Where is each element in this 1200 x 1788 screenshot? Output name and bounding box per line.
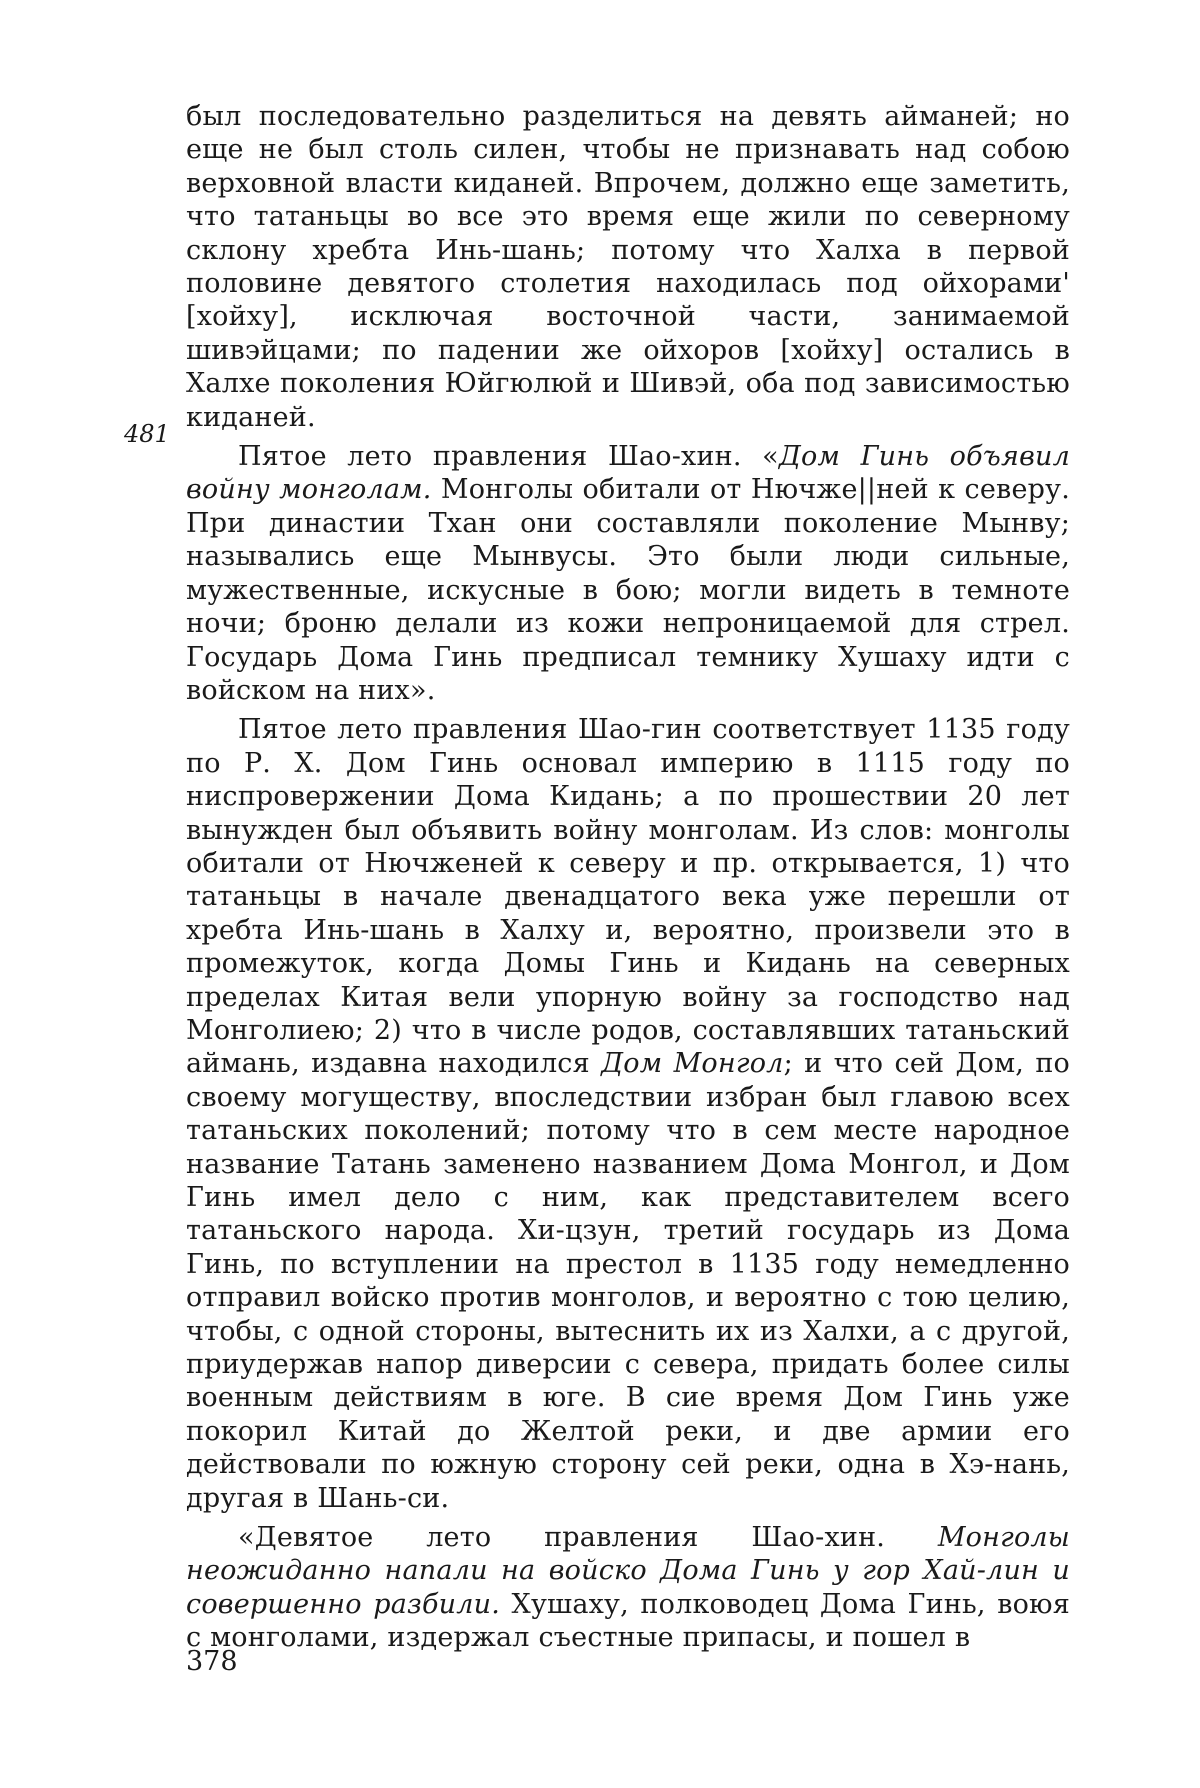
paragraph-2 bbox=[186, 440, 1070, 707]
paragraph-4 bbox=[186, 1521, 1070, 1655]
paragraph-3-run-2-italic: Дом Монгол bbox=[601, 1048, 784, 1080]
page-number: 378 bbox=[186, 1646, 238, 1677]
paragraph-1-run-1: был последовательно разделиться на девять айманей; но еще не был столь силен, чтобы не признавать над собою верховной власти киданей. Впрочем, должно еще заметить, что татаньцы во все это время еще жили по северному склону хребта Инь-шань; потому что Халха в первой половине девятого столетия находилась под ойхорами' [хойху], исключая восточной части, занимаемой шивэйцами; по падении же ойхоров [хойху] остались в Халхе поколения Юйгюлюй и Шивэй, оба под зависимостью киданей. bbox=[186, 101, 1070, 433]
text-column bbox=[186, 100, 1070, 1661]
margin-note-number: 481 bbox=[124, 420, 170, 448]
paragraph-3-run-3: ; и что сей Дом, по своему могуществу, впоследствии избран был главою всех татаньских поколений; потому что в сем месте народное название Татань заменено названием Дома Монгол, и Дом Гинь имел дело с ним, как представителем всего татаньского народа. Хи-цзун, третий государь из Дома Гинь, по вступлении на престол в 1135 году немедленно отправил войско против монголов, и вероятно с тою целию, чтобы, с одной стороны, вытеснить их из Халхи, а с другой, приудержав напор диверсии с севера, придать более силы военным действиям в юге. В сие время Дом Гинь уже покорил Китай до Желтой реки, и две армии его действовали по южную сторону сей реки, одна в Хэ-нань, другая в Шань-си. bbox=[186, 1048, 1071, 1514]
paragraph-2-run-1: Пятое лето правления Шао-хин. « bbox=[238, 441, 779, 473]
paragraph-3-run-1: Пятое лето правления Шао-гин соответствует 1135 году по Р. Х. Дом Гинь основал империю в 1115 году по ниспровержении Дома Кидань; а по прошествии 20 лет вынужден был объявить войну монголам. Из слов: монголы обитали от Нючженей к северу и пр. открывается, 1) что татаньцы в начале двенадцатого века уже перешли от хребта Инь-шань в Халху и, вероятно, произвели это в промежуток, когда Домы Гинь и Кидань на северных пределах Китая вели упорную войну за господство над Монголиею; 2) что в числе родов, составлявших татаньский аймань, издавна находился bbox=[186, 714, 1070, 1080]
paragraph-3 bbox=[186, 713, 1070, 1515]
paragraph-4-run-3: Хушаху, полководец Дома Гинь, воюя с монголами, издержал съестные припасы, и пошел в bbox=[186, 1588, 1070, 1654]
paragraph-1 bbox=[186, 100, 1070, 434]
paragraph-4-run-2-italic: Монголы неожиданно напали на войско Дома Гинь у гор Хай-лин и совершенно разбили. bbox=[186, 1522, 1070, 1620]
paragraph-4-run-1: «Девятое лето правления Шао-хин. bbox=[238, 1522, 938, 1554]
paragraph-2-run-3: Монголы обитали от Нючже||ней к северу. При династии Тхан они составляли поколение Мынву; назывались еще Мынвусы. Это были люди сильные, мужественные, искусные в бою; могли видеть в темноте ночи; броню делали из кожи непроницаемой для стрел. Государь Дома Гинь предписал темнику Хушаху идти с войском на них». bbox=[186, 474, 1070, 706]
paragraph-2-run-2-italic: Дом Гинь объявил войну монголам. bbox=[186, 441, 1070, 506]
